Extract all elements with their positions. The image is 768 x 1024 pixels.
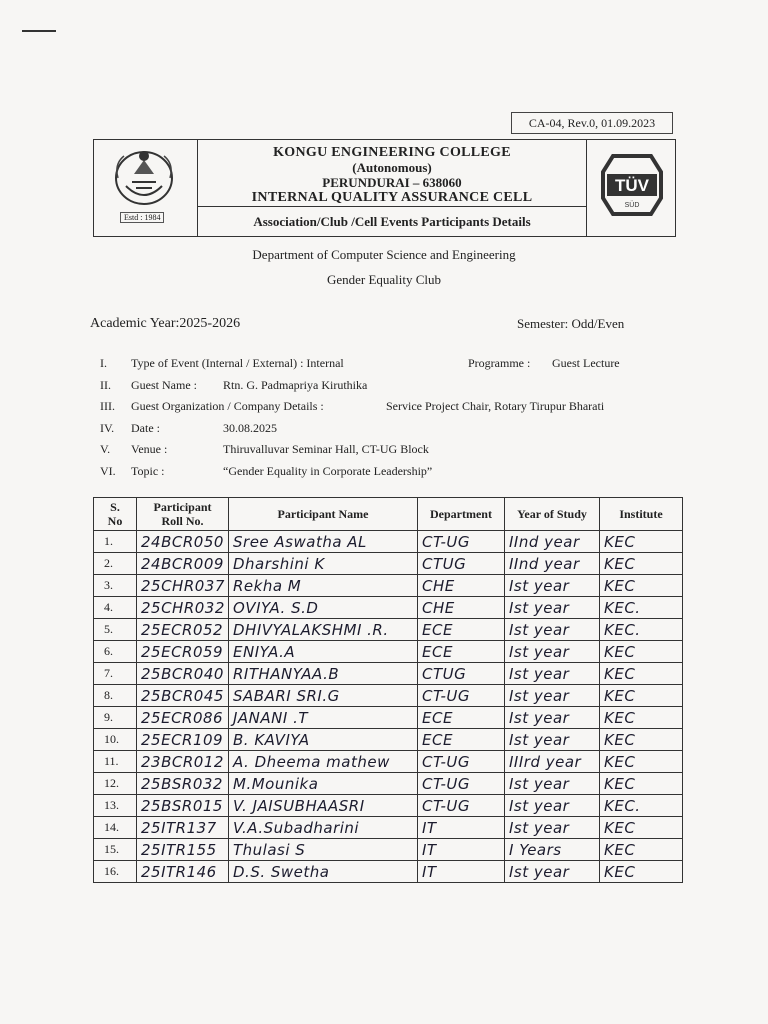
college-location: PERUNDURAI – 638060 <box>322 175 462 190</box>
row-department: CT-UG <box>418 773 505 795</box>
info-num: IV. <box>100 420 115 435</box>
row-roll-no: 25BCR045 <box>137 685 229 707</box>
row-roll-no: 25BSR015 <box>137 795 229 817</box>
event-info-row <box>100 464 660 486</box>
row-sno: 14. <box>94 817 137 839</box>
college-header <box>93 139 676 237</box>
row-department: ECE <box>418 707 505 729</box>
row-participant-name: JANANI .T <box>229 707 418 729</box>
row-department: IT <box>418 861 505 883</box>
row-department: ECE <box>418 729 505 751</box>
row-sno: 15. <box>94 839 137 861</box>
row-year-of-study: IInd year <box>505 553 600 575</box>
row-sno: 5. <box>94 619 137 641</box>
row-sno: 3. <box>94 575 137 597</box>
programme-label: Programme : <box>468 356 531 370</box>
row-institute: KEC <box>600 531 683 553</box>
row-participant-name: Sree Aswatha AL <box>229 531 418 553</box>
row-participant-name: Dharshini K <box>229 553 418 575</box>
row-department: CT-UG <box>418 685 505 707</box>
certification-cell <box>586 140 675 236</box>
row-sno: 16. <box>94 861 137 883</box>
row-institute: KEC <box>600 553 683 575</box>
table-row <box>94 707 683 729</box>
table-row <box>94 839 683 861</box>
row-year-of-study: Ist year <box>505 773 600 795</box>
estd-label: Estd : 1984 <box>120 212 164 223</box>
row-department: IT <box>418 839 505 861</box>
guest-name: Rtn. G. Padmapriya Kiruthika <box>223 377 368 392</box>
club-name: Gender Equality Club <box>326 272 442 287</box>
row-participant-name: Rekha M <box>229 575 418 597</box>
info-num: III. <box>100 399 115 413</box>
info-label: Guest Name : <box>131 377 197 392</box>
autonomous-label: (Autonomous) <box>352 160 432 175</box>
row-department: CT-UG <box>418 795 505 817</box>
table-body <box>94 531 683 883</box>
header-institute: Institute <box>600 498 683 531</box>
row-sno: 8. <box>94 685 137 707</box>
row-participant-name: Thulasi S <box>229 839 418 861</box>
row-department: CTUG <box>418 553 505 575</box>
tuv-sub-text: SÜD <box>624 202 640 209</box>
info-label: Venue : <box>131 442 168 456</box>
row-year-of-study: Ist year <box>505 795 600 817</box>
header-year: Year of Study <box>505 498 600 531</box>
row-year-of-study: Ist year <box>505 663 600 685</box>
document-reference: CA-04, Rev.0, 01.09.2023 <box>511 112 673 134</box>
row-year-of-study: Ist year <box>505 861 600 883</box>
row-year-of-study: Ist year <box>505 729 600 751</box>
header-roll: Participant Roll No. <box>137 498 229 531</box>
event-date: 30.08.2025 <box>223 420 277 435</box>
row-sno: 10. <box>94 729 137 751</box>
info-num: VI. <box>100 463 116 478</box>
row-roll-no: 25ECR059 <box>137 641 229 663</box>
row-roll-no: 25CHR037 <box>137 575 229 597</box>
logo-cell <box>94 140 198 236</box>
row-department: ECE <box>418 619 505 641</box>
row-sno: 6. <box>94 641 137 663</box>
college-emblem-icon <box>104 144 184 210</box>
row-participant-name: B. KAVIYA <box>229 729 418 751</box>
row-year-of-study: Ist year <box>505 685 600 707</box>
row-roll-no: 24BCR050 <box>137 531 229 553</box>
row-sno: 9. <box>94 707 137 729</box>
table-row <box>94 597 683 619</box>
row-participant-name: M.Mounika <box>229 773 418 795</box>
table-row <box>94 553 683 575</box>
row-department: CHE <box>418 597 505 619</box>
row-sno: 11. <box>94 751 137 773</box>
row-sno: 13. <box>94 795 137 817</box>
table-row <box>94 751 683 773</box>
info-label: Topic : <box>131 463 165 478</box>
row-year-of-study: Ist year <box>505 597 600 619</box>
info-label: Date : <box>131 420 160 435</box>
table-row <box>94 641 683 663</box>
info-label: Guest Organization / Company Details : <box>131 399 324 413</box>
row-department: CT-UG <box>418 531 505 553</box>
academic-year: Academic Year:2025-2026 <box>90 316 241 331</box>
table-row <box>94 575 683 597</box>
table-row <box>94 729 683 751</box>
row-year-of-study: Ist year <box>505 641 600 663</box>
row-participant-name: A. Dheema mathew <box>229 751 418 773</box>
row-department: CT-UG <box>418 751 505 773</box>
row-year-of-study: Ist year <box>505 619 600 641</box>
row-institute: KEC <box>600 707 683 729</box>
college-title-block <box>197 140 587 204</box>
row-institute: KEC. <box>600 597 683 619</box>
row-institute: KEC <box>600 773 683 795</box>
row-institute: KEC <box>600 751 683 773</box>
row-year-of-study: Ist year <box>505 817 600 839</box>
header-name: Participant Name <box>229 498 418 531</box>
row-participant-name: SABARI SRI.G <box>229 685 418 707</box>
row-roll-no: 25ITR146 <box>137 861 229 883</box>
row-participant-name: D.S. Swetha <box>229 861 418 883</box>
guest-organization: Service Project Chair, Rotary Tirupur Bharati <box>386 399 605 413</box>
table-row <box>94 773 683 795</box>
form-title: Association/Club /Cell Events Participants Details <box>197 206 587 237</box>
row-roll-no: 23BCR012 <box>137 751 229 773</box>
row-roll-no: 25ECR109 <box>137 729 229 751</box>
row-sno: 4. <box>94 597 137 619</box>
row-year-of-study: I Years <box>505 839 600 861</box>
row-participant-name: V.A.Subadharini <box>229 817 418 839</box>
row-institute: KEC <box>600 839 683 861</box>
row-participant-name: RITHANYAA.B <box>229 663 418 685</box>
table-row <box>94 861 683 883</box>
college-name: KONGU ENGINEERING COLLEGE <box>273 145 511 160</box>
department-name: Department of Computer Science and Engineering <box>252 247 516 262</box>
row-participant-name: DHIVYALAKSHMI .R. <box>229 619 418 641</box>
row-institute: KEC <box>600 663 683 685</box>
row-institute: KEC <box>600 817 683 839</box>
table-header-row <box>94 498 683 531</box>
info-num: V. <box>100 442 111 456</box>
iqac-cell-name: INTERNAL QUALITY ASSURANCE CELL <box>251 190 533 205</box>
row-institute: KEC <box>600 575 683 597</box>
programme-value: Guest Lecture <box>552 356 620 370</box>
row-roll-no: 25BSR032 <box>137 773 229 795</box>
row-department: CHE <box>418 575 505 597</box>
semester: Semester: Odd/Even <box>517 316 625 331</box>
row-institute: KEC <box>600 861 683 883</box>
event-info-row <box>100 399 660 421</box>
row-sno: 1. <box>94 531 137 553</box>
row-department: IT <box>418 817 505 839</box>
info-num: II. <box>100 377 111 392</box>
table-row <box>94 663 683 685</box>
row-institute: KEC <box>600 729 683 751</box>
row-participant-name: OVIYA. S.D <box>229 597 418 619</box>
row-year-of-study: Ist year <box>505 575 600 597</box>
row-institute: KEC. <box>600 619 683 641</box>
header-sno: S. No <box>94 498 137 531</box>
table-row <box>94 685 683 707</box>
event-info-row <box>100 421 660 443</box>
info-num: I. <box>100 356 107 370</box>
row-year-of-study: IIIrd year <box>505 751 600 773</box>
row-roll-no: 24BCR009 <box>137 553 229 575</box>
row-department: CTUG <box>418 663 505 685</box>
corner-scratch-mark <box>22 30 56 32</box>
row-roll-no: 25BCR040 <box>137 663 229 685</box>
row-institute: KEC. <box>600 795 683 817</box>
row-department: ECE <box>418 641 505 663</box>
event-info-row <box>100 378 660 400</box>
info-label: Type of Event (Internal / External) : Internal <box>131 356 344 370</box>
header-department: Department <box>418 498 505 531</box>
row-participant-name: V. JAISUBHAASRI <box>229 795 418 817</box>
row-year-of-study: Ist year <box>505 707 600 729</box>
tuv-text: TÜV <box>615 176 649 195</box>
table-row <box>94 531 683 553</box>
event-topic: “Gender Equality in Corporate Leadership” <box>223 463 433 478</box>
row-year-of-study: IInd year <box>505 531 600 553</box>
row-sno: 12. <box>94 773 137 795</box>
row-institute: KEC <box>600 685 683 707</box>
table-row <box>94 795 683 817</box>
participants-table <box>93 497 683 883</box>
row-participant-name: ENIYA.A <box>229 641 418 663</box>
event-venue: Thiruvalluvar Seminar Hall, CT-UG Block <box>223 442 429 456</box>
row-roll-no: 25ITR137 <box>137 817 229 839</box>
table-row <box>94 817 683 839</box>
row-sno: 2. <box>94 553 137 575</box>
event-info-row <box>100 442 660 464</box>
row-institute: KEC <box>600 641 683 663</box>
row-roll-no: 25ITR155 <box>137 839 229 861</box>
table-row <box>94 619 683 641</box>
row-roll-no: 25CHR032 <box>137 597 229 619</box>
tuv-certification-icon <box>599 150 665 220</box>
event-info-list <box>100 356 660 485</box>
event-info-row <box>100 356 660 378</box>
row-sno: 7. <box>94 663 137 685</box>
row-roll-no: 25ECR052 <box>137 619 229 641</box>
row-roll-no: 25ECR086 <box>137 707 229 729</box>
